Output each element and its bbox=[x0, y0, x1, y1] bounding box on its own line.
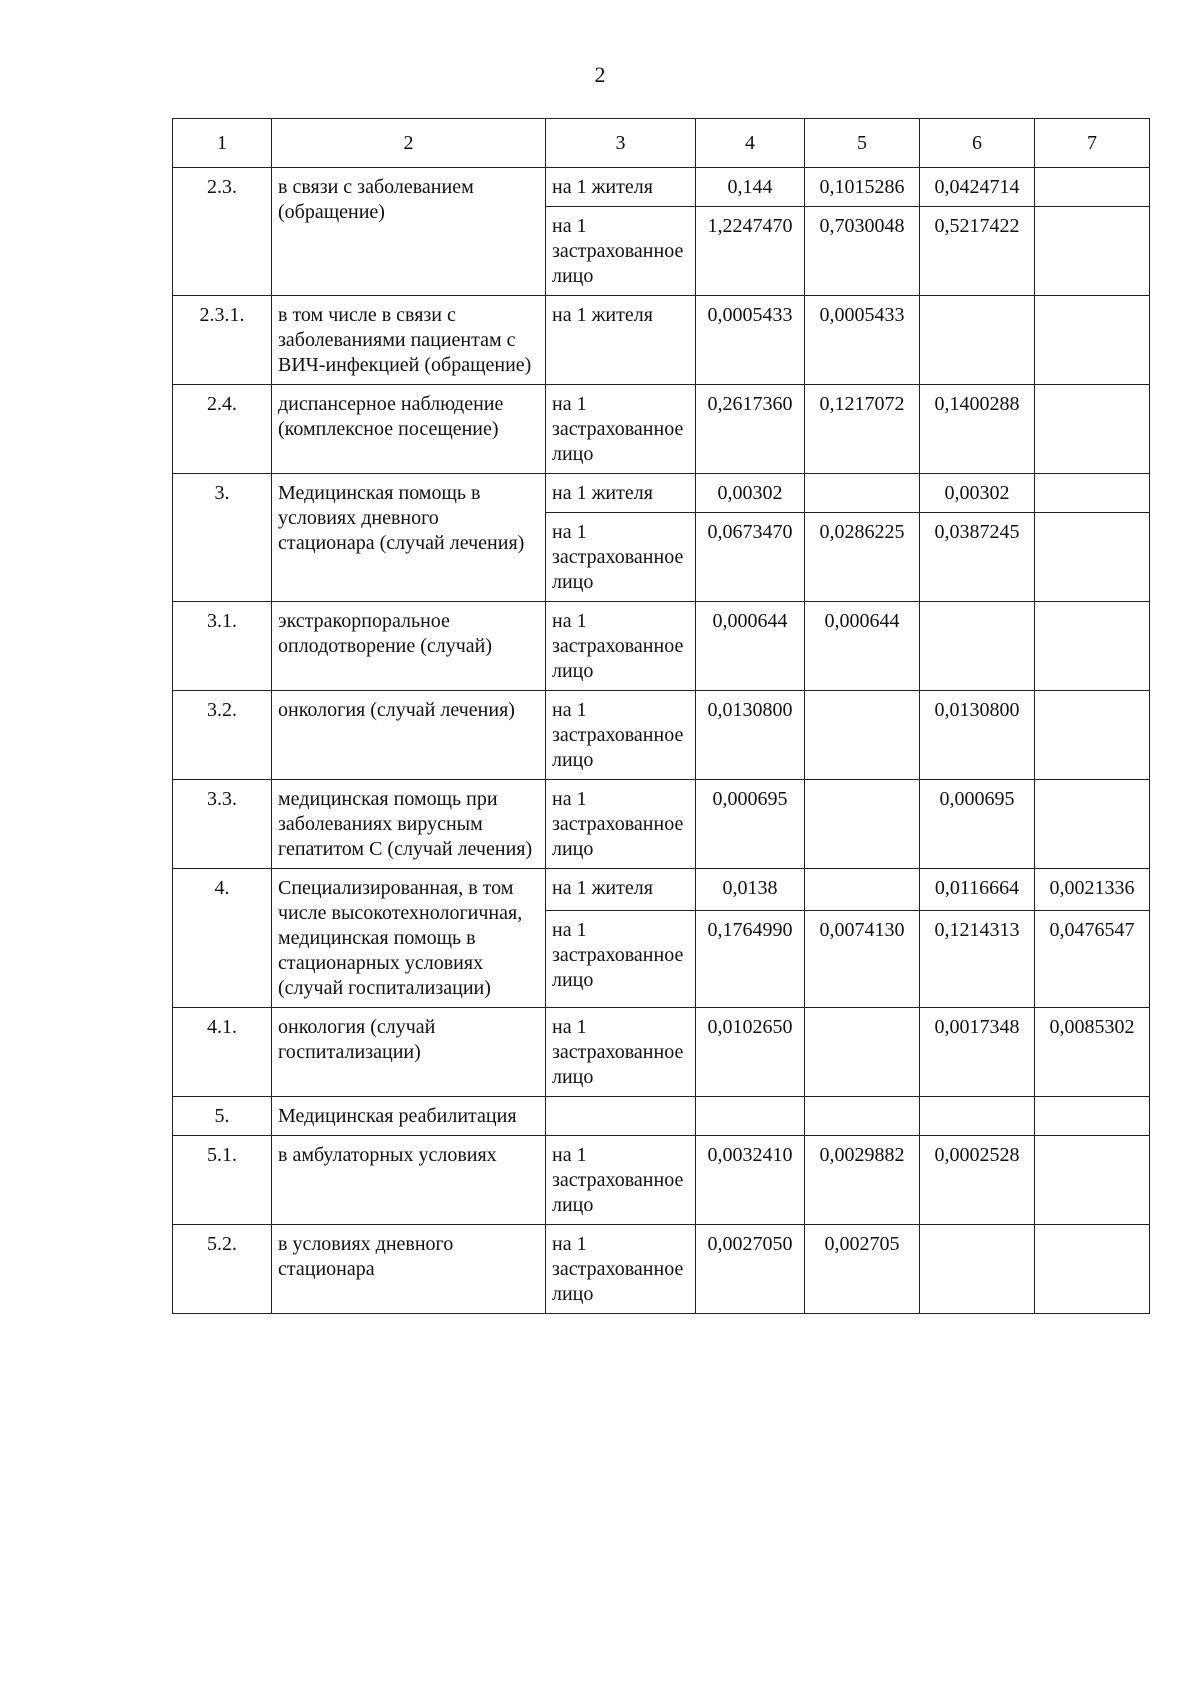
column-header-1: 1 bbox=[173, 119, 272, 168]
row-number: 3.3. bbox=[173, 780, 272, 869]
row-number: 4. bbox=[173, 869, 272, 1008]
row-description: Медицинская реабилитация bbox=[272, 1097, 546, 1136]
table-row bbox=[173, 691, 1150, 780]
row-number: 4.1. bbox=[173, 1008, 272, 1097]
value-cell-4: 0,0138 bbox=[696, 869, 805, 911]
value-cell-6: 0,1400288 bbox=[920, 385, 1035, 474]
row-description: в условиях дневного стационара bbox=[272, 1225, 546, 1314]
value-cell-4: 0,0102650 bbox=[696, 1008, 805, 1097]
row-description: диспансерное наблюдение (комплексное посещение) bbox=[272, 385, 546, 474]
value-cell-5: 0,1217072 bbox=[805, 385, 920, 474]
value-cell-6: 0,0017348 bbox=[920, 1008, 1035, 1097]
unit-cell: на 1 застрахованное лицо bbox=[546, 780, 696, 869]
row-description: онкология (случай лечения) bbox=[272, 691, 546, 780]
row-number: 2.3. bbox=[173, 168, 272, 296]
unit-cell: на 1 жителя bbox=[546, 869, 696, 911]
value-cell-7 bbox=[1035, 1225, 1150, 1314]
value-cell-6: 0,000695 bbox=[920, 780, 1035, 869]
value-cell-5 bbox=[805, 780, 920, 869]
unit-cell: на 1 застрахованное лицо bbox=[546, 1225, 696, 1314]
value-cell-4: 0,0130800 bbox=[696, 691, 805, 780]
value-cell-7 bbox=[1035, 474, 1150, 513]
value-cell-4: 1,2247470 bbox=[696, 207, 805, 296]
column-header-3: 3 bbox=[546, 119, 696, 168]
row-number: 2.4. bbox=[173, 385, 272, 474]
row-number: 3. bbox=[173, 474, 272, 602]
value-cell-7: 0,0021336 bbox=[1035, 869, 1150, 911]
unit-cell: на 1 застрахованное лицо bbox=[546, 1008, 696, 1097]
value-cell-5 bbox=[805, 474, 920, 513]
table-row bbox=[173, 296, 1150, 385]
value-cell-4: 0,1764990 bbox=[696, 911, 805, 1008]
column-header-7: 7 bbox=[1035, 119, 1150, 168]
value-cell-7 bbox=[1035, 168, 1150, 207]
value-cell-6: 0,0424714 bbox=[920, 168, 1035, 207]
table-row bbox=[173, 602, 1150, 691]
unit-cell: на 1 застрахованное лицо bbox=[546, 911, 696, 1008]
value-cell-7 bbox=[1035, 691, 1150, 780]
value-cell-5 bbox=[805, 1008, 920, 1097]
row-description: онкология (случай госпитализации) bbox=[272, 1008, 546, 1097]
unit-cell: на 1 застрахованное лицо bbox=[546, 207, 696, 296]
table-row bbox=[173, 780, 1150, 869]
unit-cell: на 1 застрахованное лицо bbox=[546, 513, 696, 602]
column-header-6: 6 bbox=[920, 119, 1035, 168]
header-row bbox=[173, 119, 1150, 168]
value-cell-5: 0,002705 bbox=[805, 1225, 920, 1314]
column-header-5: 5 bbox=[805, 119, 920, 168]
value-cell-7: 0,0476547 bbox=[1035, 911, 1150, 1008]
value-cell-6: 0,0002528 bbox=[920, 1136, 1035, 1225]
row-number: 3.1. bbox=[173, 602, 272, 691]
value-cell-4: 0,144 bbox=[696, 168, 805, 207]
unit-cell: на 1 застрахованное лицо bbox=[546, 602, 696, 691]
value-cell-4: 0,000695 bbox=[696, 780, 805, 869]
table-row bbox=[173, 1225, 1150, 1314]
table-row bbox=[173, 474, 1150, 513]
value-cell-6 bbox=[920, 1097, 1035, 1136]
row-number: 5. bbox=[173, 1097, 272, 1136]
value-cell-7 bbox=[1035, 1097, 1150, 1136]
value-cell-5 bbox=[805, 1097, 920, 1136]
unit-cell: на 1 жителя bbox=[546, 168, 696, 207]
value-cell-6: 0,0130800 bbox=[920, 691, 1035, 780]
value-cell-5: 0,7030048 bbox=[805, 207, 920, 296]
table-row bbox=[173, 869, 1150, 911]
unit-cell: на 1 застрахованное лицо bbox=[546, 691, 696, 780]
row-number: 2.3.1. bbox=[173, 296, 272, 385]
row-number: 3.2. bbox=[173, 691, 272, 780]
value-cell-5: 0,1015286 bbox=[805, 168, 920, 207]
value-cell-5 bbox=[805, 691, 920, 780]
value-cell-4: 0,0032410 bbox=[696, 1136, 805, 1225]
value-cell-4: 0,0027050 bbox=[696, 1225, 805, 1314]
value-cell-5 bbox=[805, 869, 920, 911]
value-cell-7 bbox=[1035, 513, 1150, 602]
value-cell-7 bbox=[1035, 207, 1150, 296]
table-row bbox=[173, 168, 1150, 207]
value-cell-6 bbox=[920, 296, 1035, 385]
value-cell-4 bbox=[696, 1097, 805, 1136]
value-cell-5: 0,0029882 bbox=[805, 1136, 920, 1225]
value-cell-4: 0,000644 bbox=[696, 602, 805, 691]
row-description: Медицинская помощь в условиях дневного стационара (случай лечения) bbox=[272, 474, 546, 602]
column-header-2: 2 bbox=[272, 119, 546, 168]
value-cell-7 bbox=[1035, 1136, 1150, 1225]
value-cell-4: 0,2617360 bbox=[696, 385, 805, 474]
row-description: в связи с заболеванием (обращение) bbox=[272, 168, 546, 296]
value-cell-6: 0,5217422 bbox=[920, 207, 1035, 296]
row-description: в амбулаторных условиях bbox=[272, 1136, 546, 1225]
row-description: медицинская помощь при заболеваниях вирусным гепатитом С (случай лечения) bbox=[272, 780, 546, 869]
unit-cell bbox=[546, 1097, 696, 1136]
value-cell-7: 0,0085302 bbox=[1035, 1008, 1150, 1097]
value-cell-7 bbox=[1035, 602, 1150, 691]
value-cell-4: 0,0673470 bbox=[696, 513, 805, 602]
column-header-4: 4 bbox=[696, 119, 805, 168]
value-cell-5: 0,0005433 bbox=[805, 296, 920, 385]
value-cell-6 bbox=[920, 602, 1035, 691]
table-body bbox=[173, 168, 1150, 1314]
row-number: 5.2. bbox=[173, 1225, 272, 1314]
table-row bbox=[173, 1097, 1150, 1136]
indicators-table bbox=[172, 118, 1150, 1314]
value-cell-7 bbox=[1035, 296, 1150, 385]
row-description: Специализированная, в том числе высокотехнологичная, медицинская помощь в стационарных условиях (случай госпитализации) bbox=[272, 869, 546, 1008]
value-cell-6: 0,0387245 bbox=[920, 513, 1035, 602]
row-description: экстракорпоральное оплодотворение (случай) bbox=[272, 602, 546, 691]
row-description: в том числе в связи с заболеваниями пациентам с ВИЧ-инфекцией (обращение) bbox=[272, 296, 546, 385]
value-cell-6 bbox=[920, 1225, 1035, 1314]
value-cell-6: 0,00302 bbox=[920, 474, 1035, 513]
value-cell-6: 0,1214313 bbox=[920, 911, 1035, 1008]
value-cell-7 bbox=[1035, 780, 1150, 869]
table-row bbox=[173, 385, 1150, 474]
value-cell-4: 0,0005433 bbox=[696, 296, 805, 385]
value-cell-4: 0,00302 bbox=[696, 474, 805, 513]
row-number: 5.1. bbox=[173, 1136, 272, 1225]
unit-cell: на 1 застрахованное лицо bbox=[546, 1136, 696, 1225]
table-row bbox=[173, 1008, 1150, 1097]
unit-cell: на 1 жителя bbox=[546, 474, 696, 513]
value-cell-5: 0,000644 bbox=[805, 602, 920, 691]
value-cell-7 bbox=[1035, 385, 1150, 474]
value-cell-5: 0,0074130 bbox=[805, 911, 920, 1008]
value-cell-5: 0,0286225 bbox=[805, 513, 920, 602]
table-row bbox=[173, 1136, 1150, 1225]
unit-cell: на 1 застрахованное лицо bbox=[546, 385, 696, 474]
unit-cell: на 1 жителя bbox=[546, 296, 696, 385]
value-cell-6: 0,0116664 bbox=[920, 869, 1035, 911]
page-number: 2 bbox=[594, 62, 606, 87]
